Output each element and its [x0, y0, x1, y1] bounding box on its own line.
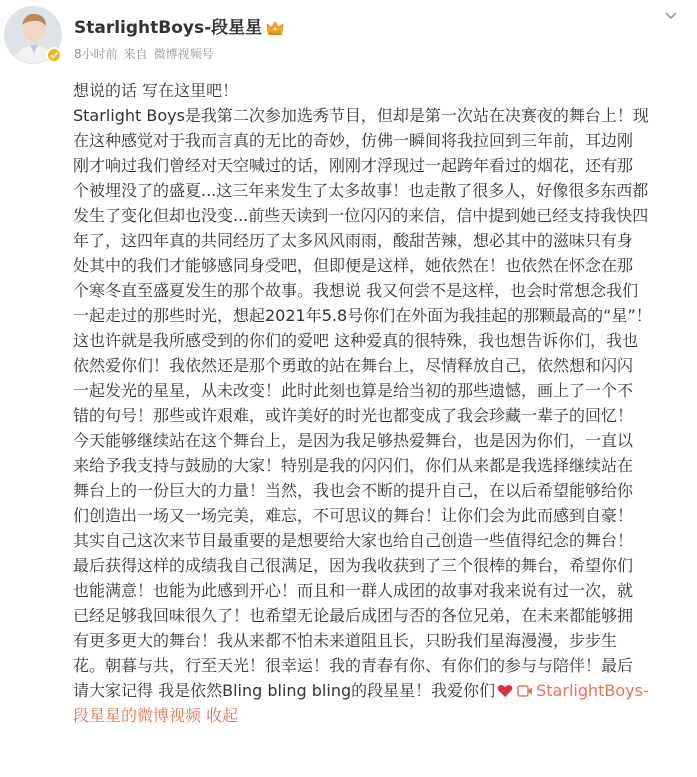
- chevron-down-icon[interactable]: [661, 8, 681, 24]
- post-header: [0, 0, 697, 70]
- post-meta: [74, 45, 214, 62]
- post-line: 们创造出一场又一场完美，难忘，不可思议的舞台！让你们会为此而感到自豪！: [73, 506, 634, 525]
- video-link-continued[interactable]: 段星星的微博视频: [73, 706, 202, 725]
- post-line: 年了，这四年真的共同经历了太多风风雨雨，酸甜苦辣，想必其中的滋味只有身: [73, 231, 634, 250]
- author-name[interactable]: [74, 13, 284, 41]
- video-link[interactable]: StarlightBoys-: [536, 681, 649, 700]
- post-line: 错的句号！那些或许艰难，或许美好的时光也都变成了我会珍藏一辈子的回忆！: [73, 406, 634, 425]
- post-line: 个寒冬直至盛夏发生的那个故事。我想说 我又何尝不是这样，也会时常想念我们: [73, 281, 639, 300]
- post-line: 这也许就是我所感受到的你们的爱吧 这种爱真的很特殊，我也想告诉你们，我也: [73, 331, 639, 350]
- post-line: 也能满意！也能为此感到开心！而且和一群人成团的故事对我来说有过一次，就: [73, 581, 634, 600]
- collapse-button[interactable]: 收起: [206, 706, 239, 725]
- post-time[interactable]: 8小时前: [74, 47, 118, 61]
- post-line: 个被埋没了的盛夏...这三年来发生了太多故事！也走散了很多人，好像很多东西都: [73, 181, 649, 200]
- post-last-text: 请大家记得 我是依然Bling bling bling的段星星！我爱你们: [73, 681, 496, 700]
- post-line-footer: [73, 703, 685, 728]
- red-heart-icon: [497, 680, 513, 705]
- post-line: 今天能够继续站在这个舞台上，是因为我足够热爱舞台，也是因为你们，一直以: [73, 431, 634, 450]
- post-line: 依然爱你们！我依然还是那个勇敢的站在舞台上，尽情释放自己，依然想和闪闪: [73, 356, 634, 375]
- crown-icon: [266, 20, 284, 41]
- source-prefix: 来自: [123, 47, 148, 61]
- post-source[interactable]: 微博视频号: [153, 47, 214, 61]
- post-line: 处其中的我们才能够感同身受吧，但即便是这样，她依然在！也依然在怀念在那: [73, 256, 634, 275]
- post-line: 一起发光的星星，从未改变！此时此刻也算是给当初的那些遗憾，画上了一个不: [73, 381, 634, 400]
- post-line: 想说的话 写在这里吧！: [73, 81, 239, 100]
- post-body: [73, 78, 685, 728]
- video-link-icon[interactable]: [517, 680, 533, 705]
- post-line: 一起走过的那些时光，想起2021年5.8号你们在外面为我挂起的那颗最高的“星”！: [73, 306, 652, 325]
- post-line: 在这种感觉对于我而言真的无比的奇妙，仿佛一瞬间将我拉回到三年前，耳边刚: [73, 131, 634, 150]
- verified-badge-icon: [46, 47, 62, 63]
- post-line: 发生了变化但却也没变...前些天读到一位闪闪的来信，信中提到她已经支持我快四: [73, 206, 649, 225]
- post-line: 来给予我支持与鼓励的大家！特别是我的闪闪们，你们从来都是我选择继续站在: [73, 456, 634, 475]
- post-line: 刚才响过我们曾经对天空喊过的话，刚刚才浮现过一起跨年看过的烟花，还有那: [73, 156, 634, 175]
- post-line: 已经足够我回味很久了！也希望无论最后成团与否的各位兄弟，在未来都能够拥: [73, 606, 634, 625]
- post-line: Starlight Boys是我第二次参加选秀节目，但却是第一次站在决赛夜的舞台上！现: [73, 106, 649, 125]
- post-line: 最后获得这样的成绩我自己很满足，因为我收获到了三个很棒的舞台，希望你们: [73, 556, 634, 575]
- post-line: 有更多更大的舞台！我从来都不怕未来道阻且长，只盼我们星海漫漫，步步生: [73, 631, 618, 650]
- post-line: 其实自己这次来节目最重要的是想要给大家也给自己创造一些值得纪念的舞台！: [73, 531, 634, 550]
- post-line-last: [73, 678, 685, 703]
- post-line: 舞台上的一份巨大的力量！当然，我也会不断的提升自己，在以后希望能够给你: [73, 481, 634, 500]
- post-line: 花。朝暮与共，行至天光！很幸运！我的青春有你、有你们的参与与陪伴！最后: [73, 656, 634, 675]
- author-name-text[interactable]: StarlightBoys-段星星: [74, 18, 263, 38]
